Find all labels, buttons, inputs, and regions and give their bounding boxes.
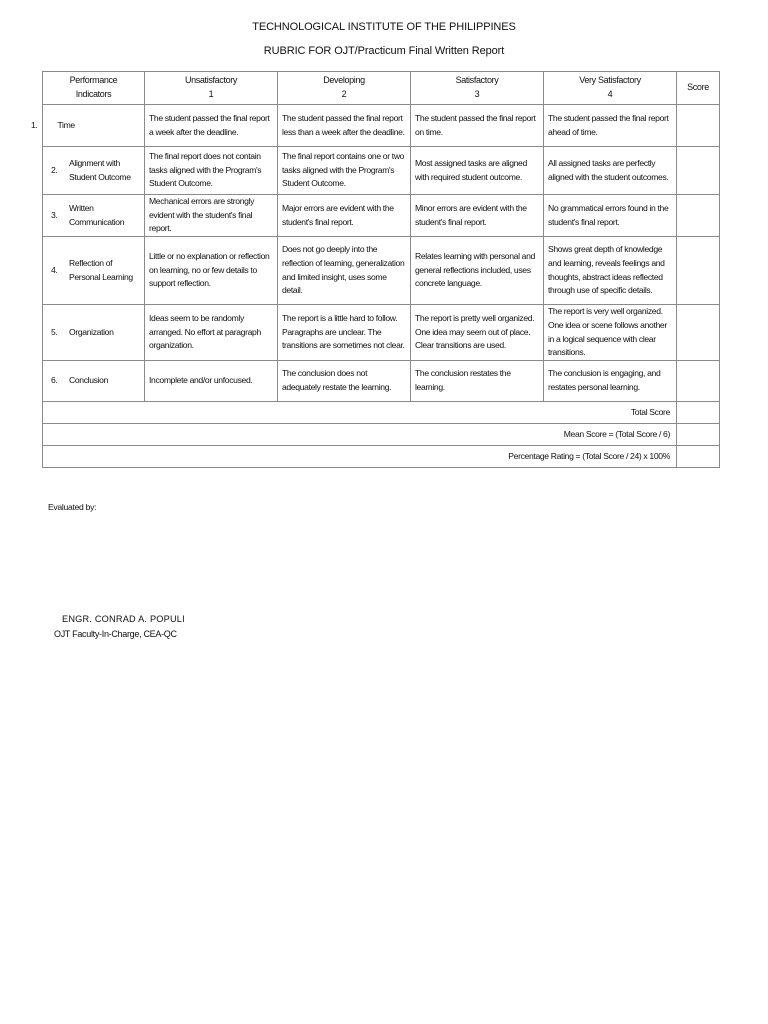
percentage-rating-row bbox=[43, 446, 720, 468]
indicator-cell bbox=[43, 147, 145, 195]
col-header-very-satisfactory bbox=[544, 72, 677, 105]
col-header-label: Developing bbox=[323, 75, 365, 86]
table-row bbox=[43, 237, 720, 305]
table-header-row bbox=[43, 72, 720, 105]
total-score-row bbox=[43, 402, 720, 424]
indicator-number: 3. bbox=[51, 209, 58, 220]
col-header-performance-indicators bbox=[43, 72, 145, 105]
col-header-sublabel: 3 bbox=[474, 89, 480, 99]
col-header-sublabel: 4 bbox=[607, 89, 613, 99]
very-satisfactory-cell: The conclusion is engaging, and restates personal learning. bbox=[544, 361, 677, 402]
table-row bbox=[43, 195, 720, 237]
indicator-label: Written Communication bbox=[69, 202, 125, 227]
score-cell[interactable] bbox=[677, 237, 720, 305]
score-cell[interactable] bbox=[677, 147, 720, 195]
indicator-cell bbox=[43, 361, 145, 402]
col-header-sublabel: 2 bbox=[341, 89, 347, 99]
col-header-sublabel: Indicators bbox=[75, 89, 112, 99]
col-header-developing bbox=[278, 72, 411, 105]
indicator-number: 6. bbox=[51, 375, 58, 386]
satisfactory-cell: Minor errors are evident with the student's final report. bbox=[411, 195, 544, 237]
total-score-label: Total Score bbox=[43, 402, 677, 424]
developing-cell: The final report contains one or two tasks aligned with the Program's Student Outcome. bbox=[278, 147, 411, 195]
evaluator-title: OJT Faculty-In-Charge, CEA-QC bbox=[54, 629, 177, 639]
very-satisfactory-cell: The student passed the final report ahead of time. bbox=[544, 105, 677, 147]
score-cell[interactable] bbox=[677, 305, 720, 361]
mean-score-cell[interactable] bbox=[677, 424, 720, 446]
unsatisfactory-cell: The final report does not contain tasks aligned with the Program's Student Outcome. bbox=[145, 147, 278, 195]
satisfactory-cell: Relates learning with personal and general reflections included, uses concrete language. bbox=[411, 237, 544, 305]
col-header-sublabel: 1 bbox=[208, 89, 214, 99]
table-row bbox=[43, 147, 720, 195]
total-score-cell[interactable] bbox=[677, 402, 720, 424]
percentage-rating-label: Percentage Rating = (Total Score / 24) x 100% bbox=[43, 446, 677, 468]
satisfactory-cell: The report is pretty well organized. One idea may seem out of place. Clear transitions are used. bbox=[411, 305, 544, 361]
developing-cell: Does not go deeply into the reflection of learning, generalization and limited insight, uses some detail. bbox=[278, 237, 411, 305]
satisfactory-cell: Most assigned tasks are aligned with required student outcome. bbox=[411, 147, 544, 195]
developing-cell: The conclusion does not adequately restate the learning. bbox=[278, 361, 411, 402]
evaluator-name: ENGR. CONRAD A. POPULI bbox=[62, 614, 185, 624]
indicator-label: Time bbox=[57, 119, 75, 130]
unsatisfactory-cell: Mechanical errors are strongly evident with the student's final report. bbox=[145, 195, 278, 237]
indicator-label: Alignment with Student Outcome bbox=[69, 157, 131, 182]
unsatisfactory-cell: Incomplete and/or unfocused. bbox=[145, 361, 278, 402]
unsatisfactory-cell: Ideas seem to be randomly arranged. No effort at paragraph organization. bbox=[145, 305, 278, 361]
col-header-label: Unsatisfactory bbox=[184, 75, 238, 86]
indicator-cell bbox=[43, 305, 145, 361]
satisfactory-cell: The student passed the final report on time. bbox=[411, 105, 544, 147]
indicator-label: Organization bbox=[69, 326, 114, 337]
unsatisfactory-cell: Little or no explanation or reflection on learning, no or few details to support reflection. bbox=[145, 237, 278, 305]
indicator-cell bbox=[31, 105, 145, 147]
col-header-satisfactory bbox=[411, 72, 544, 105]
score-cell[interactable] bbox=[677, 195, 720, 237]
unsatisfactory-cell: The student passed the final report a week after the deadline. bbox=[145, 105, 278, 147]
satisfactory-cell: The conclusion restates the learning. bbox=[411, 361, 544, 402]
table-row bbox=[43, 305, 720, 361]
rubric-table bbox=[31, 71, 720, 468]
indicator-label: Reflection of Personal Learning bbox=[69, 257, 133, 282]
mean-score-label: Mean Score = (Total Score / 6) bbox=[43, 424, 677, 446]
col-header-label: Performance bbox=[69, 75, 118, 86]
col-header-score bbox=[677, 72, 720, 105]
developing-cell: Major errors are evident with the student's final report. bbox=[278, 195, 411, 237]
very-satisfactory-cell: The report is very well organized. One idea or scene follows another in a logical sequence with clear transitions. bbox=[544, 305, 677, 361]
developing-cell: The student passed the final report less than a week after the deadline. bbox=[278, 105, 411, 147]
institution-title: TECHNOLOGICAL INSTITUTE OF THE PHILIPPINES bbox=[252, 21, 516, 33]
indicator-label: Conclusion bbox=[69, 375, 109, 386]
developing-cell: The report is a little hard to follow. Paragraphs are unclear. The transitions are sometimes not clear. bbox=[278, 305, 411, 361]
indicator-number: 1. bbox=[31, 119, 38, 130]
very-satisfactory-cell: Shows great depth of knowledge and learning, reveals feelings and thoughts, abstract ideas reflected through use of specific details. bbox=[544, 237, 677, 305]
col-header-label: Satisfactory bbox=[455, 75, 499, 86]
very-satisfactory-cell: No grammatical errors found in the student's final report. bbox=[544, 195, 677, 237]
col-header-unsatisfactory bbox=[145, 72, 278, 105]
table-row bbox=[43, 361, 720, 402]
indicator-cell bbox=[43, 195, 145, 237]
indicator-number: 2. bbox=[51, 164, 58, 175]
score-cell[interactable] bbox=[677, 105, 720, 147]
score-cell[interactable] bbox=[677, 361, 720, 402]
percentage-rating-cell[interactable] bbox=[677, 446, 720, 468]
rubric-title: RUBRIC FOR OJT/Practicum Final Written Report bbox=[263, 45, 505, 57]
evaluated-by-label: Evaluated by: bbox=[48, 502, 97, 512]
mean-score-row bbox=[43, 424, 720, 446]
indicator-number: 5. bbox=[51, 326, 58, 337]
table-row bbox=[43, 105, 720, 147]
col-header-label: Score bbox=[687, 82, 709, 93]
very-satisfactory-cell: All assigned tasks are perfectly aligned with the student outcomes. bbox=[544, 147, 677, 195]
col-header-label: Very Satisfactory bbox=[579, 75, 641, 86]
indicator-number: 4. bbox=[51, 264, 58, 275]
indicator-cell bbox=[43, 237, 145, 305]
